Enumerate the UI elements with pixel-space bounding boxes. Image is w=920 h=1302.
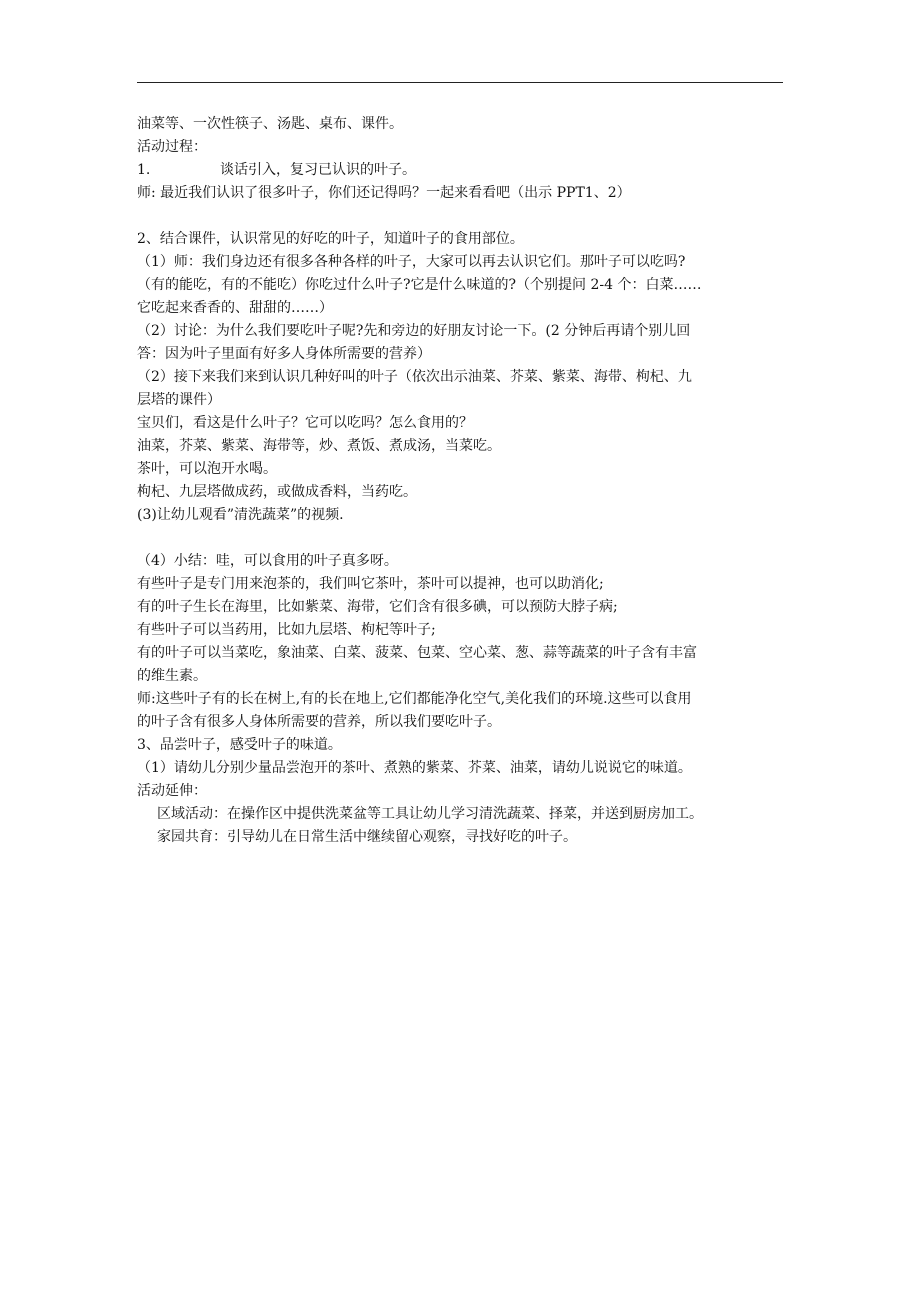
text-line: 茶叶，可以泡开水喝。 bbox=[137, 461, 277, 477]
text-line: 师:这些叶子有的长在树上,有的长在地上,它们都能净化空气,美化我们的环境.这些可以食用 bbox=[137, 691, 692, 707]
text-line: 油菜等、一次性筷子、汤匙、桌布、课件。 bbox=[137, 116, 403, 132]
header-rule bbox=[137, 82, 783, 83]
text-line: 有些叶子可以当药用，比如九层塔、枸杞等叶子; bbox=[137, 622, 436, 638]
indented-line: 区域活动：在操作区中提供洗菜盆等工具让幼儿学习清洗蔬菜、择菜，并送到厨房加工。 bbox=[157, 806, 703, 822]
text-line: 宝贝们，看这是什么叶子？它可以吃吗？怎么食用的？ bbox=[137, 415, 473, 431]
text-line: 的叶子含有很多人身体所需要的营养，所以我们要吃叶子。 bbox=[137, 714, 501, 730]
text-line: 层塔的课件） bbox=[137, 392, 221, 408]
text-line: （4）小结：哇，可以食用的叶子真多呀。 bbox=[137, 553, 398, 569]
text-line: 答：因为叶子里面有好多人身体所需要的营养） bbox=[137, 346, 431, 362]
text-line: 枸杞、九层塔做成药，或做成香料，当药吃。 bbox=[137, 484, 417, 500]
numbered-item bbox=[137, 159, 787, 182]
text-line: 有的叶子生长在海里，比如紫菜、海带，它们含有很多碘，可以预防大脖子病; bbox=[137, 599, 618, 615]
text-line: 活动延伸： bbox=[137, 783, 207, 799]
text-line: （1）请幼儿分别少量品尝泡开的茶叶、煮熟的紫菜、芥菜、油菜，请幼儿说说它的味道。 bbox=[137, 760, 692, 776]
text-line: 有些叶子是专门用来泡茶的，我们叫它茶叶，茶叶可以提神，也可以助消化; bbox=[137, 576, 604, 592]
text-line: 它吃起来香香的、甜甜的……） bbox=[137, 300, 333, 316]
text-line: 3、品尝叶子，感受叶子的味道。 bbox=[137, 737, 342, 753]
text-line: 有的叶子可以当菜吃，象油菜、白菜、菠菜、包菜、空心菜、葱、蒜等蔬菜的叶子含有丰富 bbox=[137, 645, 697, 661]
text-line: 活动过程： bbox=[137, 139, 207, 155]
text-line: （1）师：我们身边还有很多各种各样的叶子，大家可以再去认识它们。那叶子可以吃吗? bbox=[137, 254, 686, 270]
text-line: 油菜，芥菜、紫菜、海带等，炒、煮饭、煮成汤，当菜吃。 bbox=[137, 438, 501, 454]
text-line: 师: 最近我们认识了很多叶子，你们还记得吗？一起来看看吧（出示 PPT1、2） bbox=[137, 185, 631, 201]
blank-line bbox=[137, 527, 787, 550]
text-line: 2、结合课件，认识常见的好吃的叶子，知道叶子的食用部位。 bbox=[137, 231, 524, 247]
blank-line bbox=[137, 205, 787, 228]
text-line: (3)让幼儿观看”清洗蔬菜”的视频. bbox=[137, 507, 344, 523]
item-text: 谈话引入，复习已认识的叶子。 bbox=[220, 162, 416, 178]
item-number: 1. bbox=[137, 162, 151, 178]
document-body bbox=[137, 113, 787, 849]
text-line: 的维生素。 bbox=[137, 668, 207, 684]
text-line: （2）讨论：为什么我们要吃叶子呢?先和旁边的好朋友讨论一下。(2 分钟后再请个别儿回 bbox=[137, 323, 691, 339]
indented-line: 家园共育：引导幼儿在日常生活中继续留心观察，寻找好吃的叶子。 bbox=[157, 829, 577, 845]
text-line: （有的能吃，有的不能吃）你吃过什么叶子?它是什么味道的?（个别提问 2-4 个：白菜…… bbox=[137, 277, 702, 293]
text-line: （2）接下来我们来到认识几种好叫的叶子（依次出示油菜、芥菜、紫菜、海带、枸杞、九 bbox=[137, 369, 692, 385]
